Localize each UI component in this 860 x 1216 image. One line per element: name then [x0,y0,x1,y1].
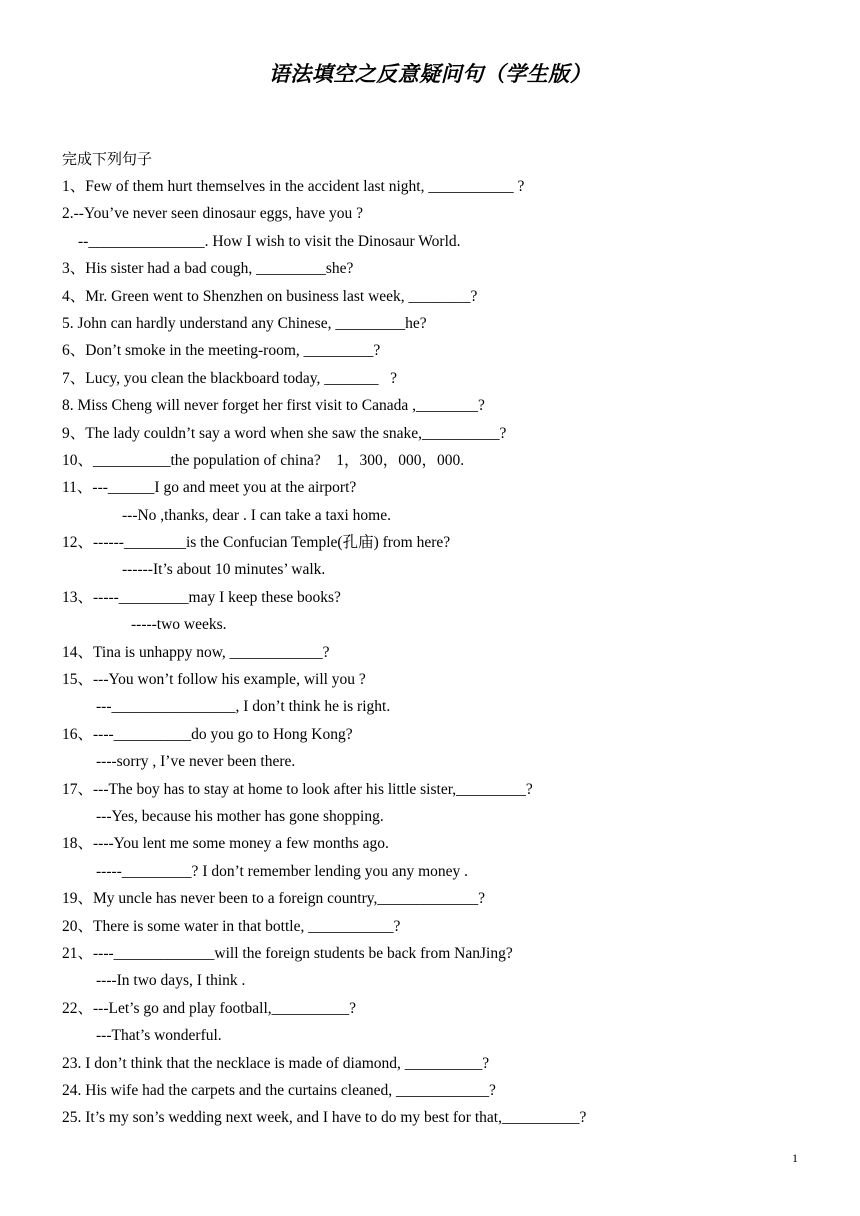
exercise-question: 23. I don’t think that the necklace is made of diamond, __________? [62,1054,490,1072]
page-number: 1 [792,1151,798,1165]
document-title: 语法填空之反意疑问句（学生版） [268,62,592,86]
exercise-question: 24. His wife had the carpets and the curtains cleaned, ____________? [62,1081,496,1099]
exercise-question: 9、The lady couldn’t say a word when she saw the snake,__________? [62,424,507,442]
exercise-question: 10、__________the population of china? 1，300，000，000. [62,451,465,469]
exercise-question: 16、----__________do you go to Hong Kong? [62,725,353,743]
exercise-question: 11、---______I go and meet you at the airport? [62,479,357,497]
exercise-question: 3、His sister had a bad cough, _________she? [62,260,354,278]
exercise-question: 20、There is some water in that bottle, ___________? [62,917,401,935]
exercise-question: 21、----_____________will the foreign students be back from NanJing? [62,944,513,962]
exercise-question: 7、Lucy, you clean the blackboard today, _______ ? [62,369,398,387]
exercise-question: 25. It’s my son’s wedding next week, and I have to do my best for that,__________? [62,1109,587,1127]
exercise-question: 13、-----_________may I keep these books? [62,588,341,606]
exercise-question: 19、My uncle has never been to a foreign country,_____________? [62,890,485,908]
exercise-question: 8. Miss Cheng will never forget her first visit to Canada ,________? [62,397,485,415]
exercise-question: 6、Don’t smoke in the meeting-room, _________? [62,342,381,360]
exercise-response: ---Yes, because his mother has gone shopping. [96,807,384,825]
exercise-response: ----In two days, I think . [96,972,246,990]
exercise-response: -----_________? I don’t remember lending you any money . [96,862,469,880]
exercise-response: ---________________, I don’t think he is right. [96,698,391,716]
exercise-response: -----two weeks. [131,616,227,634]
exercise-question: 5. John can hardly understand any Chinese, _________he? [62,314,427,332]
section-heading: 完成下列句子 [62,150,153,168]
exercise-list [0,173,860,1132]
exercise-response: ------It’s about 10 minutes’ walk. [122,561,326,579]
exercise-response: --_______________. How I wish to visit the Dinosaur World. [78,232,461,250]
exercise-question: 15、---You won’t follow his example, will you ? [62,671,366,689]
exercise-question: 4、Mr. Green went to Shenzhen on business last week, ________? [62,287,478,305]
exercise-question: 22、---Let’s go and play football,__________? [62,999,357,1017]
exercise-question: 12、------________is the Confucian Temple(孔庙) from here? [62,534,451,552]
exercise-question: 14、Tina is unhappy now, ____________? [62,643,330,661]
exercise-response: ---No ,thanks, dear . I can take a taxi home. [122,506,391,524]
exercise-response: ---That’s wonderful. [96,1027,222,1045]
exercise-question: 2.--You’ve never seen dinosaur eggs, have you ? [62,205,364,223]
exercise-question: 18、----You lent me some money a few months ago. [62,835,389,853]
exercise-response: ----sorry , I’ve never been there. [96,753,296,771]
exercise-question: 1、Few of them hurt themselves in the accident last night, ___________ ? [62,178,525,195]
exercise-question: 17、---The boy has to stay at home to look after his little sister,_________? [62,780,533,798]
